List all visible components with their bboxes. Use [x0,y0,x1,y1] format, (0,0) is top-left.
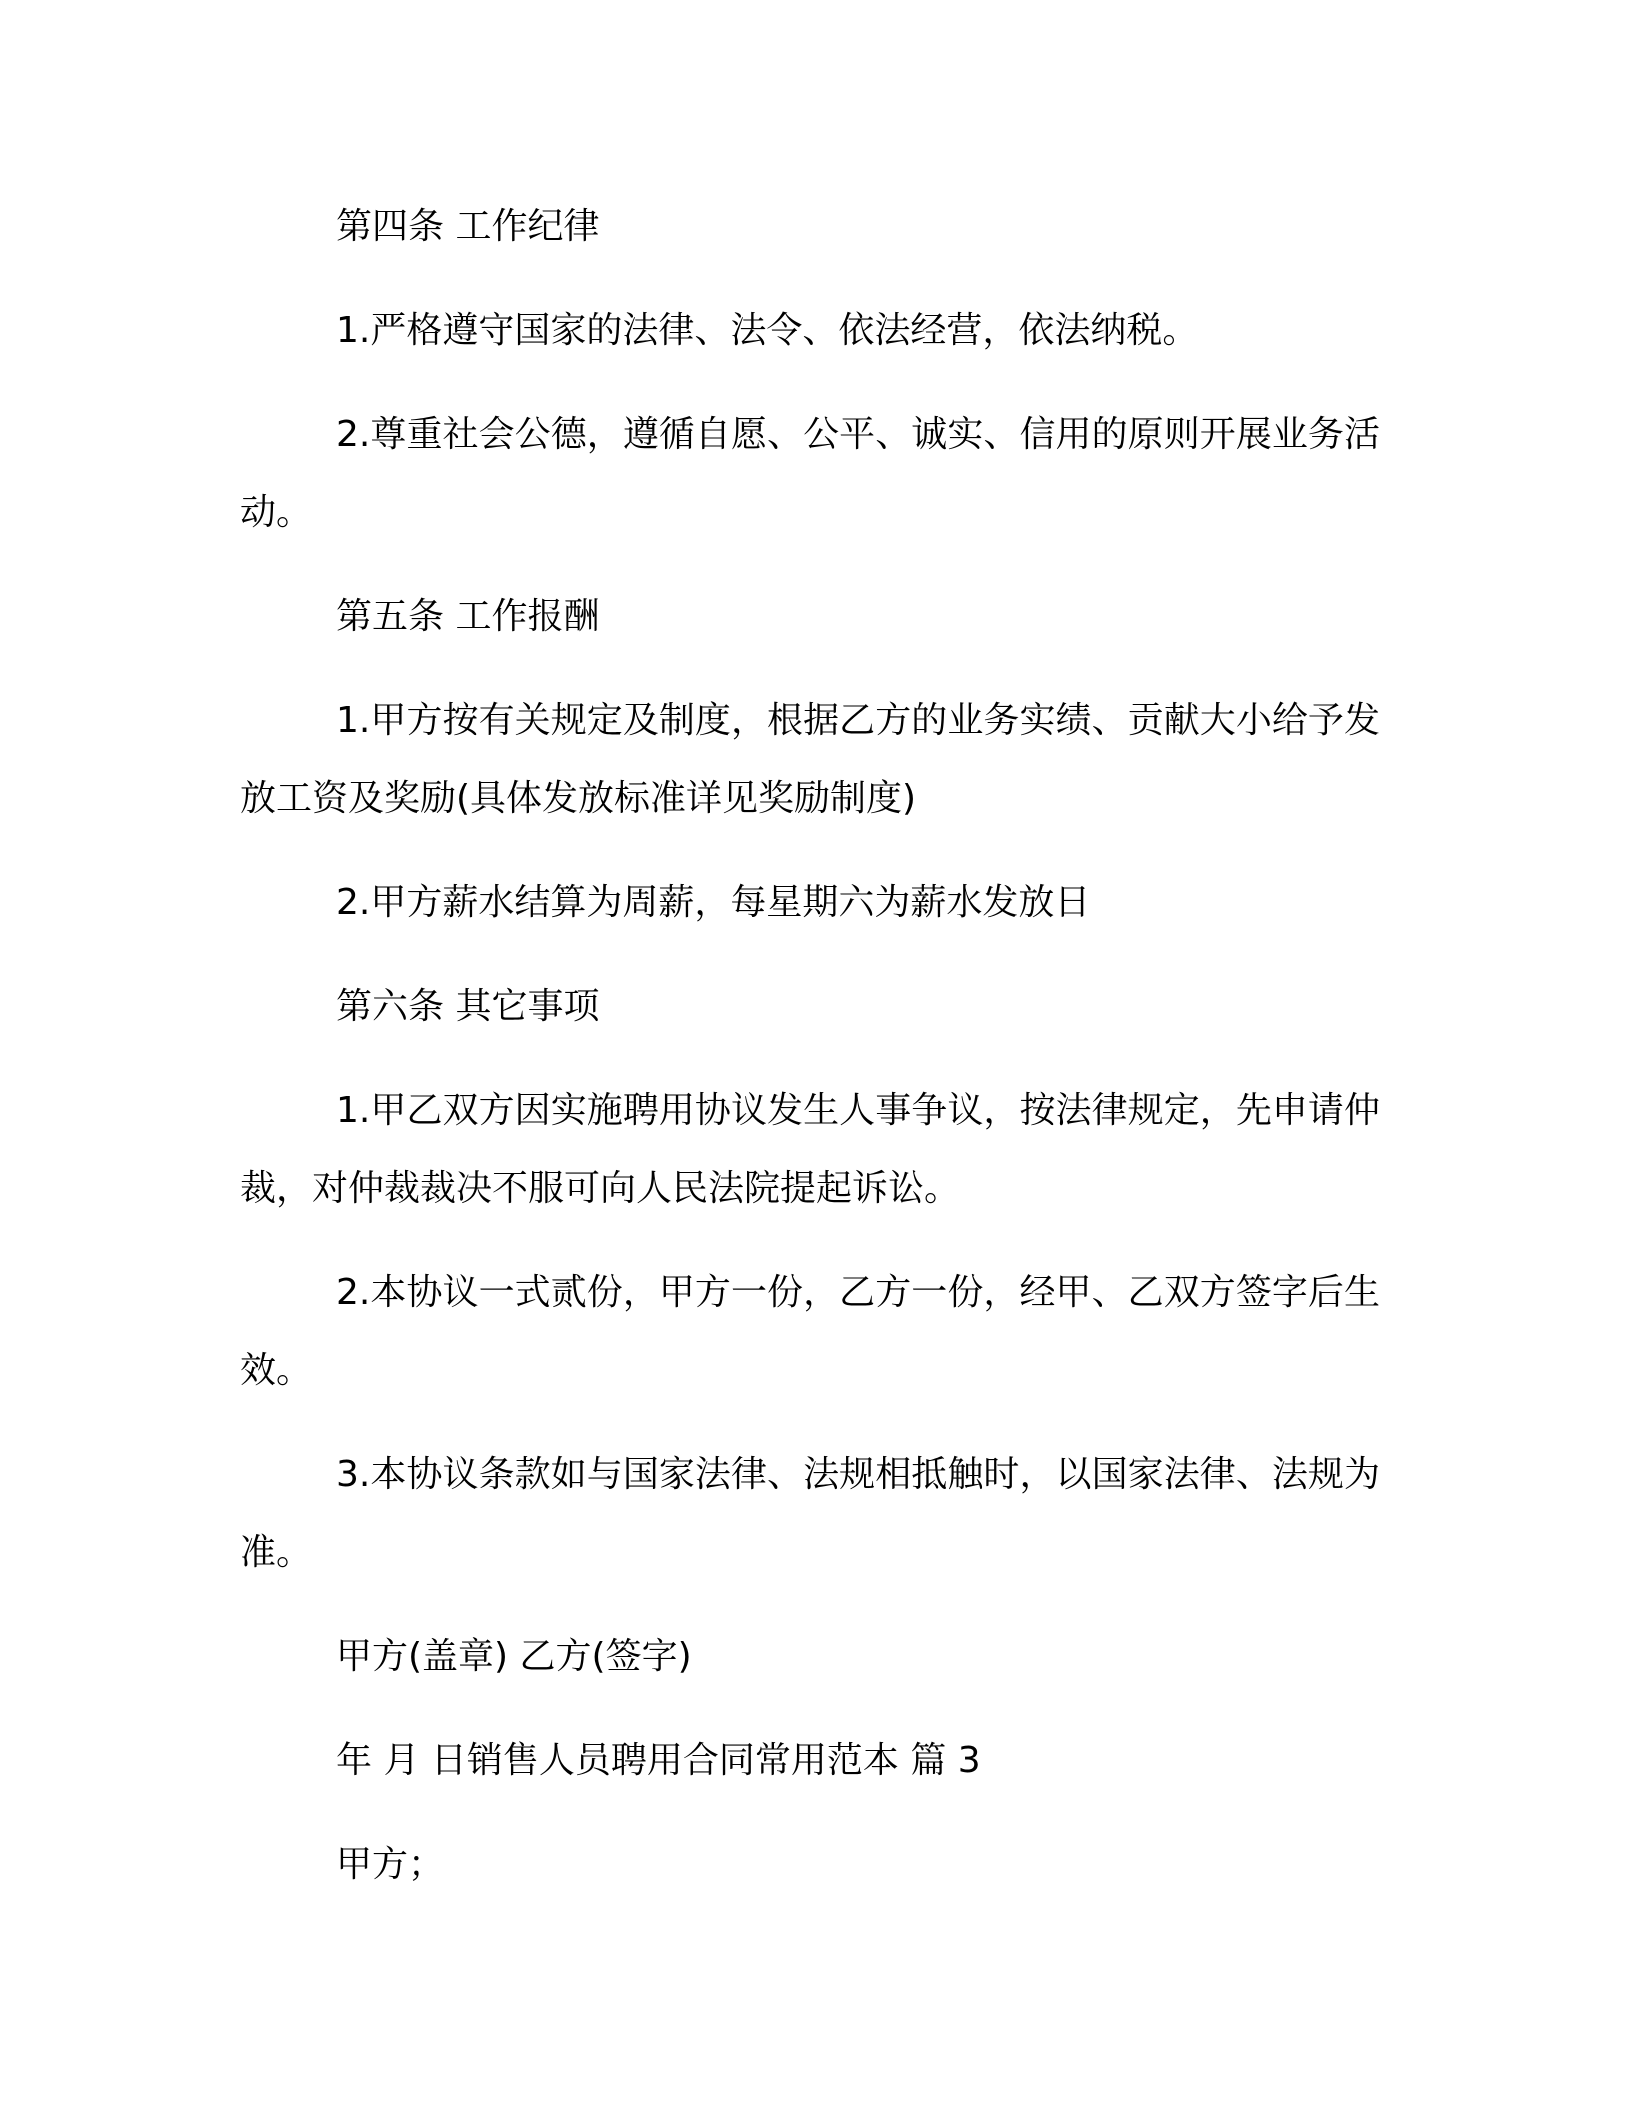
document-body [240,188,1380,1930]
article-4-clause-2: 2.尊重社会公德，遵循自愿、公平、诚实、信用的原则开展业务活动。 [240,414,1380,533]
article-4-clause-1: 1.严格遵守国家的法律、法令、依法经营，依法纳税。 [336,310,1199,351]
article-5-clause-2: 2.甲方薪水结算为周薪，每星期六为薪水发放日 [336,882,1091,923]
signature-line: 甲方(盖章) 乙方(签字) [336,1636,692,1677]
article-6-clause-3: 3.本协议条款如与国家法律、法规相抵触时，以国家法律、法规为准。 [240,1454,1380,1573]
article-5-heading: 第五条 工作报酬 [336,596,600,637]
article-6-clause-1: 1.甲乙双方因实施聘用协议发生人事争议，按法律规定，先申请仲裁，对仲裁裁决不服可向人民法院提起诉讼。 [240,1090,1380,1209]
party-a-label: 甲方； [336,1844,445,1885]
date-and-next-title: 年 月 日销售人员聘用合同常用范本 篇 3 [336,1740,981,1781]
article-5-clause-1: 1.甲方按有关规定及制度，根据乙方的业务实绩、贡献大小给予发放工资及奖励(具体发放标准详见奖励制度) [240,700,1380,819]
article-6-heading: 第六条 其它事项 [336,986,600,1027]
article-6-clause-2: 2.本协议一式贰份，甲方一份，乙方一份，经甲、乙双方签字后生效。 [240,1272,1380,1391]
article-4-heading: 第四条 工作纪律 [336,206,600,247]
